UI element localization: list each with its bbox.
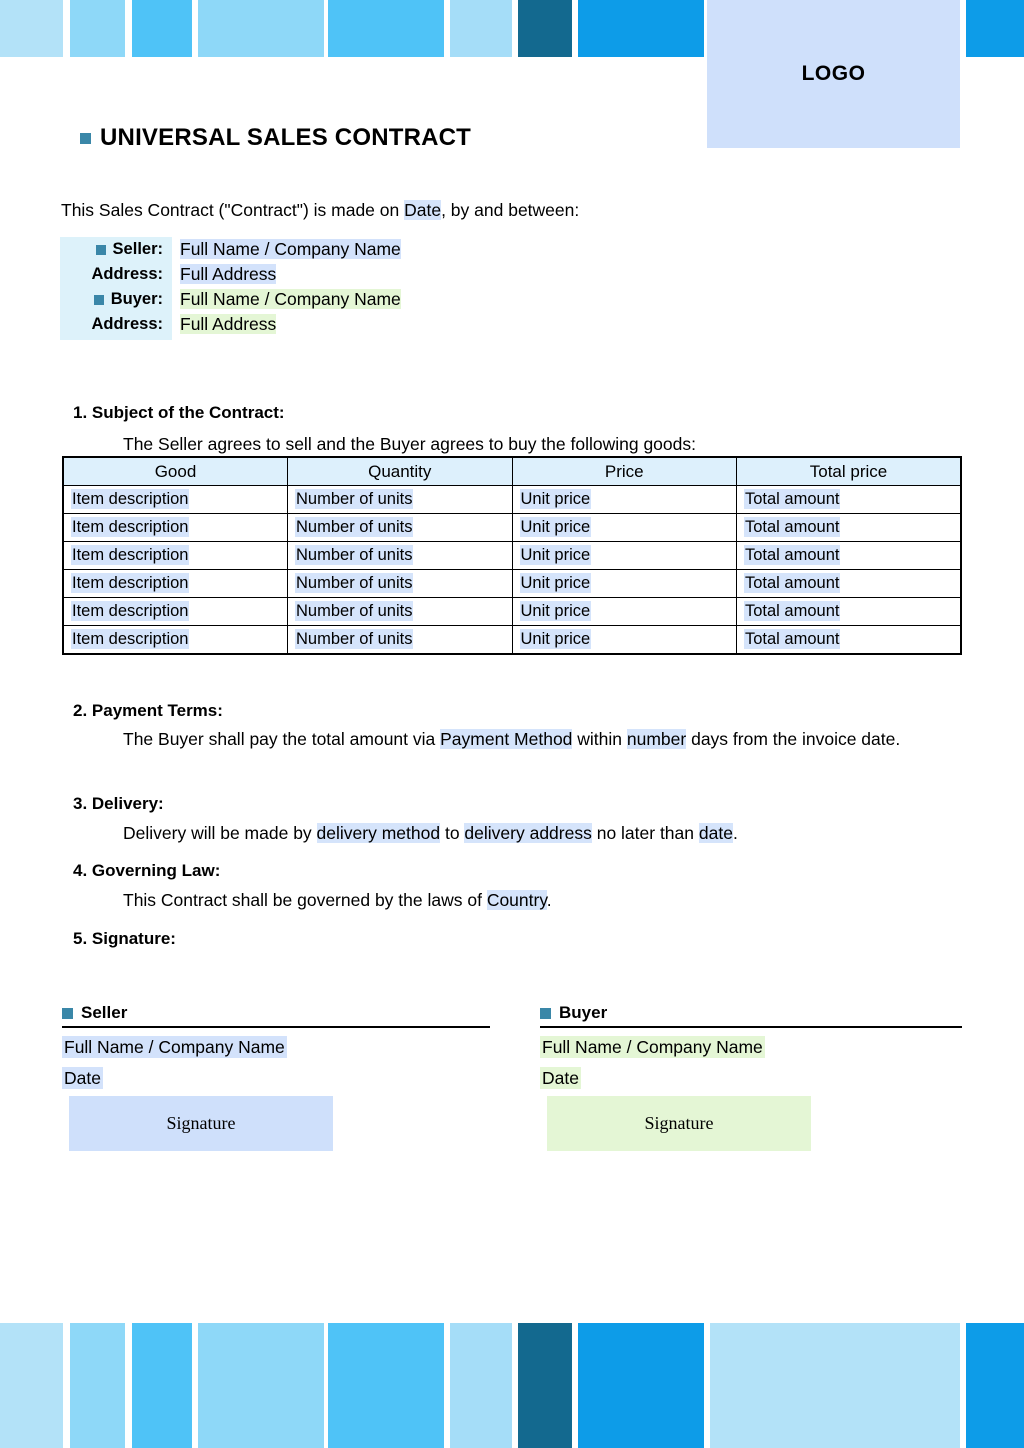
table-col-quantity: Quantity <box>288 457 513 486</box>
table-cell-value: Number of units <box>296 490 413 508</box>
bullet-square-icon <box>94 295 104 305</box>
table-header-row <box>63 457 961 486</box>
seller-signature-name-value: Full Name / Company Name <box>64 1037 285 1057</box>
page-title <box>80 124 471 152</box>
seller-address-label: Address: <box>91 265 163 283</box>
banner-block-2 <box>132 1323 192 1448</box>
table-cell-value: Number of units <box>296 602 413 620</box>
buyer-signature-placeholder: Signature <box>644 1113 714 1133</box>
bullet-square-icon <box>96 245 106 255</box>
table-row <box>63 542 961 570</box>
seller-address-field[interactable] <box>178 263 278 286</box>
bullet-square-icon <box>540 1008 551 1019</box>
party-row-buyer <box>60 287 620 312</box>
table-cell-good[interactable] <box>63 542 288 570</box>
table-cell-value: Number of units <box>296 518 413 536</box>
banner-block-6 <box>518 0 572 57</box>
buyer-signature-name-value: Full Name / Company Name <box>542 1037 763 1057</box>
table-cell-value: Number of units <box>296 546 413 564</box>
table-cell-value: Total amount <box>745 574 840 592</box>
bottom-decorative-banner <box>0 1323 1024 1448</box>
banner-block-1 <box>70 0 125 57</box>
table-cell-value: Item description <box>72 490 189 508</box>
buyer-signature-name-field[interactable] <box>540 1037 962 1058</box>
logo-placeholder <box>707 0 960 148</box>
signatures-area <box>0 1003 1024 1163</box>
table-cell-quantity[interactable] <box>288 486 513 514</box>
party-row-seller <box>60 237 620 262</box>
table-cell-good[interactable] <box>63 598 288 626</box>
table-cell-total-price[interactable] <box>737 486 962 514</box>
parties-block <box>60 237 620 337</box>
banner-block-4 <box>328 1323 444 1448</box>
banner-block-8 <box>710 1323 960 1448</box>
buyer-address-value: Full Address <box>180 314 277 334</box>
table-cell-value: Item description <box>72 574 189 592</box>
governing-text-1: This Contract shall be governed by the laws of <box>123 890 487 910</box>
seller-signature-placeholder: Signature <box>166 1113 236 1133</box>
buyer-signature-heading-text: Buyer <box>559 1003 608 1022</box>
banner-block-0 <box>0 0 63 57</box>
delivery-text-1: Delivery will be made by <box>123 823 317 843</box>
buyer-label-cell <box>60 290 172 309</box>
payment-text-1: The Buyer shall pay the total amount via <box>123 729 441 749</box>
section-4-heading: 4. Governing Law: <box>73 861 221 880</box>
delivery-text-2: to <box>440 823 465 843</box>
governing-text-2: . <box>546 890 552 910</box>
table-cell-value: Item description <box>72 630 189 648</box>
seller-label-cell <box>60 240 172 259</box>
seller-signature-name-field[interactable] <box>62 1037 490 1058</box>
table-cell-value: Number of units <box>296 574 413 592</box>
intro-text-before: This Sales Contract ("Contract") is made on <box>61 200 405 220</box>
contract-date-field[interactable]: Date <box>404 200 442 220</box>
table-cell-good[interactable] <box>63 570 288 598</box>
table-cell-quantity[interactable] <box>288 626 513 655</box>
table-cell-value: Unit price <box>520 546 591 564</box>
governing-country-field[interactable]: Country <box>486 890 547 910</box>
intro-paragraph <box>61 197 961 223</box>
seller-name-field[interactable] <box>178 238 403 261</box>
table-col-price: Price <box>512 457 737 486</box>
buyer-signature-heading <box>540 1003 962 1026</box>
table-cell-value: Unit price <box>520 518 591 536</box>
buyer-signature-date-field[interactable] <box>540 1068 962 1089</box>
table-cell-value: Total amount <box>745 602 840 620</box>
delivery-date-field[interactable]: date <box>698 823 733 843</box>
seller-signature-heading-text: Seller <box>81 1003 128 1022</box>
table-cell-quantity[interactable] <box>288 542 513 570</box>
table-cell-total-price[interactable] <box>737 626 962 655</box>
table-cell-value: Total amount <box>745 630 840 648</box>
buyer-name-value: Full Name / Company Name <box>180 289 401 309</box>
table-row <box>63 598 961 626</box>
payment-method-field[interactable]: Payment Method <box>440 729 573 749</box>
seller-address-value: Full Address <box>180 264 277 284</box>
buyer-signature-box[interactable] <box>547 1096 811 1151</box>
banner-block-7 <box>578 0 704 57</box>
table-cell-good[interactable] <box>63 486 288 514</box>
party-row-buyer-address <box>60 312 620 337</box>
delivery-method-field[interactable]: delivery method <box>316 823 441 843</box>
table-cell-price[interactable] <box>512 626 737 655</box>
section-3-heading: 3. Delivery: <box>73 794 164 813</box>
table-cell-value: Total amount <box>745 546 840 564</box>
seller-signature-box[interactable] <box>69 1096 333 1151</box>
payment-days-field[interactable]: number <box>626 729 687 749</box>
buyer-label: Buyer: <box>110 290 163 308</box>
banner-block-6 <box>518 1323 572 1448</box>
intro-text-after: , by and between: <box>441 200 580 220</box>
buyer-name-field[interactable] <box>178 288 403 311</box>
banner-block-3 <box>198 1323 324 1448</box>
seller-name-value: Full Name / Company Name <box>180 239 401 259</box>
table-row <box>63 626 961 655</box>
table-row <box>63 514 961 542</box>
buyer-signature-rule <box>540 1026 962 1028</box>
buyer-address-field[interactable] <box>178 313 278 336</box>
delivery-address-field[interactable]: delivery address <box>464 823 592 843</box>
section-2-heading: 2. Payment Terms: <box>73 701 223 720</box>
delivery-text-3: no later than <box>591 823 699 843</box>
table-cell-price[interactable] <box>512 486 737 514</box>
table-col-total-price: Total price <box>737 457 962 486</box>
table-cell-quantity[interactable] <box>288 570 513 598</box>
table-cell-total-price[interactable] <box>737 598 962 626</box>
table-cell-total-price[interactable] <box>737 514 962 542</box>
banner-block-5 <box>450 0 512 57</box>
table-cell-total-price[interactable] <box>737 570 962 598</box>
table-cell-price[interactable] <box>512 514 737 542</box>
table-cell-price[interactable] <box>512 542 737 570</box>
seller-label: Seller: <box>112 240 163 258</box>
seller-signature-date-field[interactable] <box>62 1068 490 1089</box>
table-cell-value: Unit price <box>520 602 591 620</box>
section-1-body: The Seller agrees to sell and the Buyer agrees to buy the following goods: <box>123 434 696 454</box>
seller-signature-date-value: Date <box>64 1068 101 1088</box>
bullet-square-icon <box>62 1008 73 1019</box>
table-cell-value: Item description <box>72 602 189 620</box>
table-cell-total-price[interactable] <box>737 542 962 570</box>
goods-table <box>62 456 962 655</box>
party-row-seller-address <box>60 262 620 287</box>
table-cell-value: Item description <box>72 518 189 536</box>
table-cell-price[interactable] <box>512 598 737 626</box>
table-cell-value: Number of units <box>296 630 413 648</box>
banner-block-5 <box>450 1323 512 1448</box>
page-title-text: UNIVERSAL SALES CONTRACT <box>100 124 472 151</box>
banner-block-3 <box>198 0 324 57</box>
banner-block-2 <box>132 0 192 57</box>
table-cell-quantity[interactable] <box>288 598 513 626</box>
banner-block-7 <box>578 1323 704 1448</box>
table-cell-value: Total amount <box>745 518 840 536</box>
table-cell-price[interactable] <box>512 570 737 598</box>
section-4-body <box>123 887 963 914</box>
seller-signature-heading <box>62 1003 490 1026</box>
buyer-signature-date-value: Date <box>542 1068 579 1088</box>
table-col-good: Good <box>63 457 288 486</box>
table-cell-value: Item description <box>72 546 189 564</box>
banner-block-1 <box>70 1323 125 1448</box>
bullet-square-icon <box>80 133 91 144</box>
table-cell-good[interactable] <box>63 514 288 542</box>
table-cell-quantity[interactable] <box>288 514 513 542</box>
section-5-heading: 5. Signature: <box>73 929 176 948</box>
banner-block-9 <box>966 0 1024 57</box>
table-cell-good[interactable] <box>63 626 288 655</box>
delivery-text-4: . <box>732 823 738 843</box>
logo-label: LOGO <box>801 62 866 85</box>
table-row <box>63 570 961 598</box>
buyer-address-label: Address: <box>91 315 163 333</box>
table-cell-value: Unit price <box>520 574 591 592</box>
table-cell-value: Unit price <box>520 630 591 648</box>
payment-text-2: within <box>572 729 627 749</box>
banner-block-4 <box>328 0 444 57</box>
section-2-body <box>70 726 965 753</box>
section-3-body <box>123 820 963 847</box>
payment-text-3: days from the invoice date. <box>686 729 901 749</box>
table-row <box>63 486 961 514</box>
seller-signature-rule <box>62 1026 490 1028</box>
banner-block-9 <box>966 1323 1024 1448</box>
seller-signature-column <box>62 1003 490 1151</box>
buyer-signature-column <box>540 1003 962 1151</box>
section-1-heading: 1. Subject of the Contract: <box>73 403 285 422</box>
table-cell-value: Unit price <box>520 490 591 508</box>
table-cell-value: Total amount <box>745 490 840 508</box>
banner-block-0 <box>0 1323 63 1448</box>
